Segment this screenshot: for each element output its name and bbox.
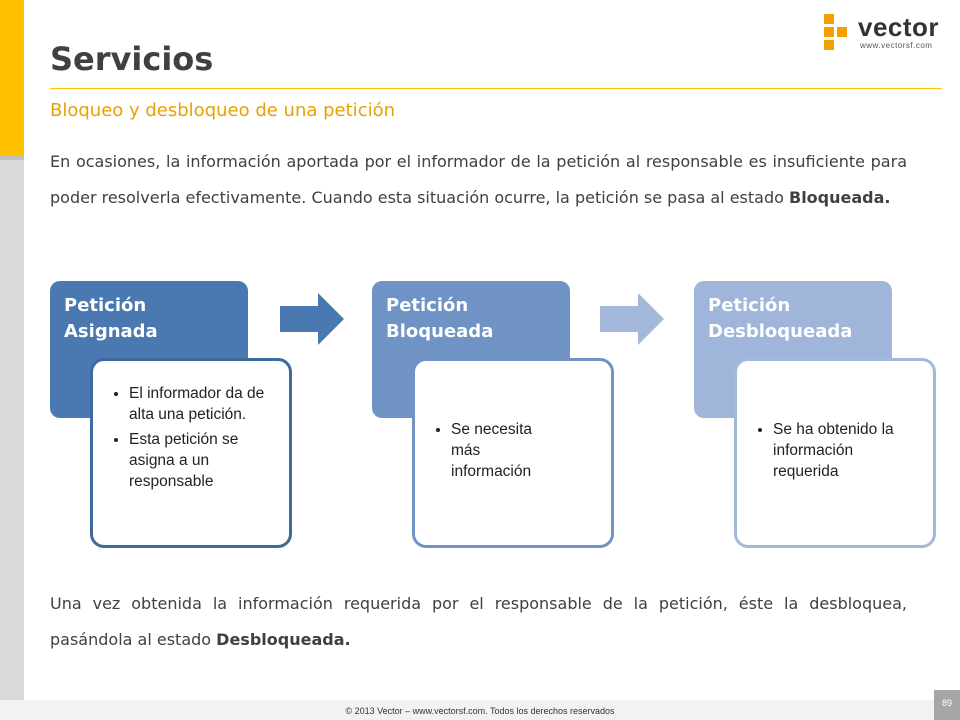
sidebar-accent-top [0,0,24,160]
stage-blocked-bullets [421,419,603,482]
outro-bold-state: Desbloqueada. [216,630,351,649]
list-item: • Se necesita más información [451,419,561,482]
logo-squares-icon [820,14,856,54]
logo-url: www.vectorsf.com [860,41,933,50]
footer-copyright: © 2013 Vector – www.vectorsf.com. Todos los derechos reservados [345,706,615,716]
sidebar-accent-bottom [0,160,24,700]
list-item: • Esta petición se asigna a un responsable [129,429,281,492]
title-divider [50,88,942,89]
list-item: • El informador da de alta una petición. [129,383,281,425]
section-subtitle: Bloqueo y desbloqueo de una petición [50,100,396,121]
intro-text: En ocasiones, la información aportada por el informador de la petición al responsable es insuficiente para poder resolverla efectivamente. Cuando esta situación ocurre, la petición se pasa al estado [50,152,907,207]
stage-assigned-title: Petición Asignada [64,295,158,342]
arrow-right-icon [280,293,344,345]
stage-unblocked-title: Petición Desbloqueada [708,295,853,342]
stage-blocked-title: Petición Bloqueada [386,295,494,342]
stage-assigned-card [90,358,292,548]
page-number: 89 [934,690,960,720]
stage-unblocked-card [734,358,936,548]
intro-bold-state: Bloqueada. [789,188,891,207]
vector-logo [820,14,950,54]
page-title: Servicios [50,40,214,78]
intro-paragraph [50,144,907,216]
logo-wordmark: vector [858,12,940,42]
arrow-right-icon [600,293,664,345]
outro-paragraph [50,586,907,658]
list-item: • Se ha obtenido la información requerida [773,419,918,482]
stage-unblocked-bullets [743,419,925,482]
stage-blocked-card [412,358,614,548]
stage-assigned-bullets [99,383,281,492]
outro-text: Una vez obtenida la información requerida por el responsable de la petición, éste la desbloquea, pasándola al estado [50,594,907,649]
